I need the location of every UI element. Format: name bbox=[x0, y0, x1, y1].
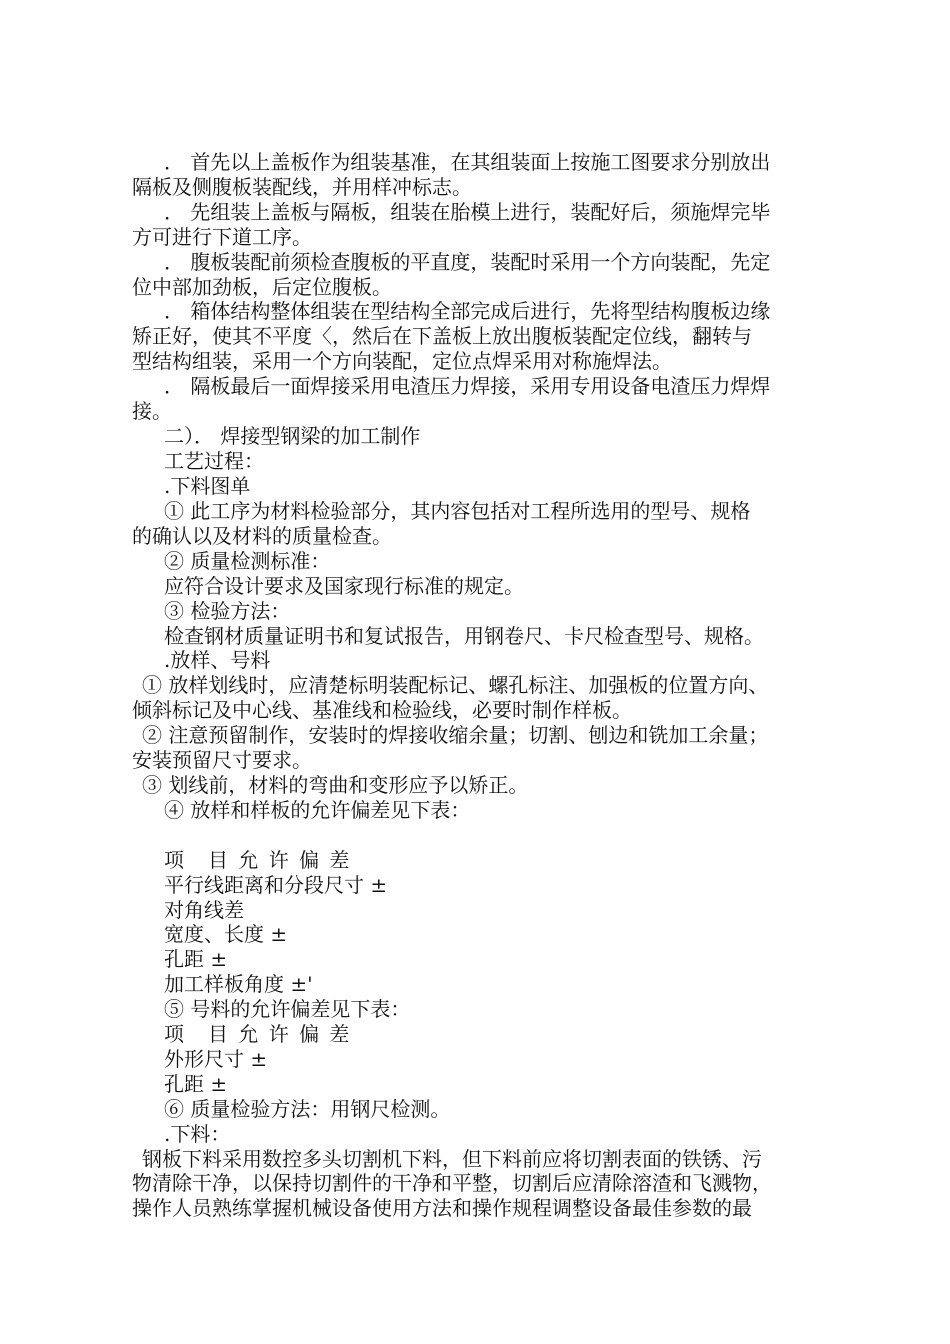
table-row: 孔距 ± bbox=[164, 947, 228, 971]
subsection-heading: .下料图单 bbox=[164, 474, 251, 498]
table-header: 项 目 允 许 偏 差 bbox=[164, 848, 352, 872]
text-line: ③ 检验方法： bbox=[164, 599, 291, 623]
text-line: 工艺过程： bbox=[164, 449, 264, 473]
text-line: 隔板及侧腹板装配线，并用样冲标志。 bbox=[132, 175, 472, 199]
text-line: 位中部加劲板，后定位腹板。 bbox=[132, 275, 392, 299]
text-line: ① 放样划线时，应清楚标明装配标记、螺孔标注、加强板的位置方向、 bbox=[142, 673, 769, 697]
table-row: 孔距 ± bbox=[164, 1072, 228, 1096]
text-line: ． 隔板最后一面焊接采用电渣压力焊接，采用专用设备电渣压力焊焊 bbox=[164, 374, 771, 398]
text-line: ② 质量检测标准： bbox=[164, 549, 331, 573]
text-line: 矫正好，使其不平度〈，然后在下盖板上放出腹板装配定位线，翻转与 bbox=[132, 324, 752, 348]
table-row: 加工样板角度 ±' bbox=[164, 972, 313, 996]
text-line: ③ 划线前，材料的弯曲和变形应予以矫正。 bbox=[142, 773, 529, 797]
text-line: 型结构组装，采用一个方向装配，定位点焊采用对称施焊法。 bbox=[132, 349, 672, 373]
text-line: ④ 放样和样板的允许偏差见下表： bbox=[164, 798, 471, 822]
text-line: 安装预留尺寸要求。 bbox=[132, 748, 312, 772]
text-line: 操作人员熟练掌握机械设备使用方法和操作规程调整设备最佳参数的最 bbox=[132, 1196, 752, 1220]
table-row: 平行线距离和分段尺寸 ± bbox=[164, 873, 388, 897]
table-row: 宽度、长度 ± bbox=[164, 922, 288, 946]
text-line: 的确认以及材料的质量检查。 bbox=[132, 524, 392, 548]
section-heading: 二）． 焊接型钢梁的加工制作 bbox=[164, 424, 421, 448]
subsection-heading: .放样、号料 bbox=[164, 648, 271, 672]
text-line: 检查钢材质量证明书和复试报告，用钢卷尺、卡尺检查型号、规格。 bbox=[164, 624, 764, 648]
table-row: 外形尺寸 ± bbox=[164, 1047, 268, 1071]
text-line: ． 首先以上盖板作为组装基准，在其组装面上按施工图要求分别放出 bbox=[164, 150, 771, 174]
table-header: 项 目 允 许 偏 差 bbox=[164, 1022, 352, 1046]
text-line: 接。 bbox=[132, 399, 172, 423]
text-line: 物清除干净，以保持切割件的干净和平整，切割后应清除溶渣和飞溅物， bbox=[132, 1171, 772, 1195]
text-line: 倾斜标记及中心线、基准线和检验线，必要时制作样板。 bbox=[132, 698, 632, 722]
text-line: ① 此工序为材料检验部分，其内容包括对工程所选用的型号、规格 bbox=[164, 499, 751, 523]
table-row: 对角线差 bbox=[164, 898, 244, 922]
text-line: 钢板下料采用数控多头切割机下料，但下料前应将切割表面的铁锈、污 bbox=[142, 1147, 762, 1171]
text-line: ． 先组装上盖板与隔板，组装在胎模上进行，装配好后，须施焊完毕 bbox=[164, 200, 771, 224]
text-line: 方可进行下道工序。 bbox=[132, 225, 312, 249]
text-line: ⑤ 号料的允许偏差见下表： bbox=[164, 997, 411, 1021]
text-line: ． 箱体结构整体组装在型结构全部完成后进行，先将型结构腹板边缘 bbox=[164, 299, 771, 323]
text-line: 应符合设计要求及国家现行标准的规定。 bbox=[164, 574, 524, 598]
text-line: ． 腹板装配前须检查腹板的平直度，装配时采用一个方向装配，先定 bbox=[164, 250, 771, 274]
text-line: ⑥ 质量检验方法：用钢尺检测。 bbox=[164, 1097, 451, 1121]
text-line: ② 注意预留制作，安装时的焊接收缩余量；切割、刨边和铣加工余量； bbox=[142, 723, 769, 747]
subsection-heading: .下料： bbox=[164, 1122, 231, 1146]
